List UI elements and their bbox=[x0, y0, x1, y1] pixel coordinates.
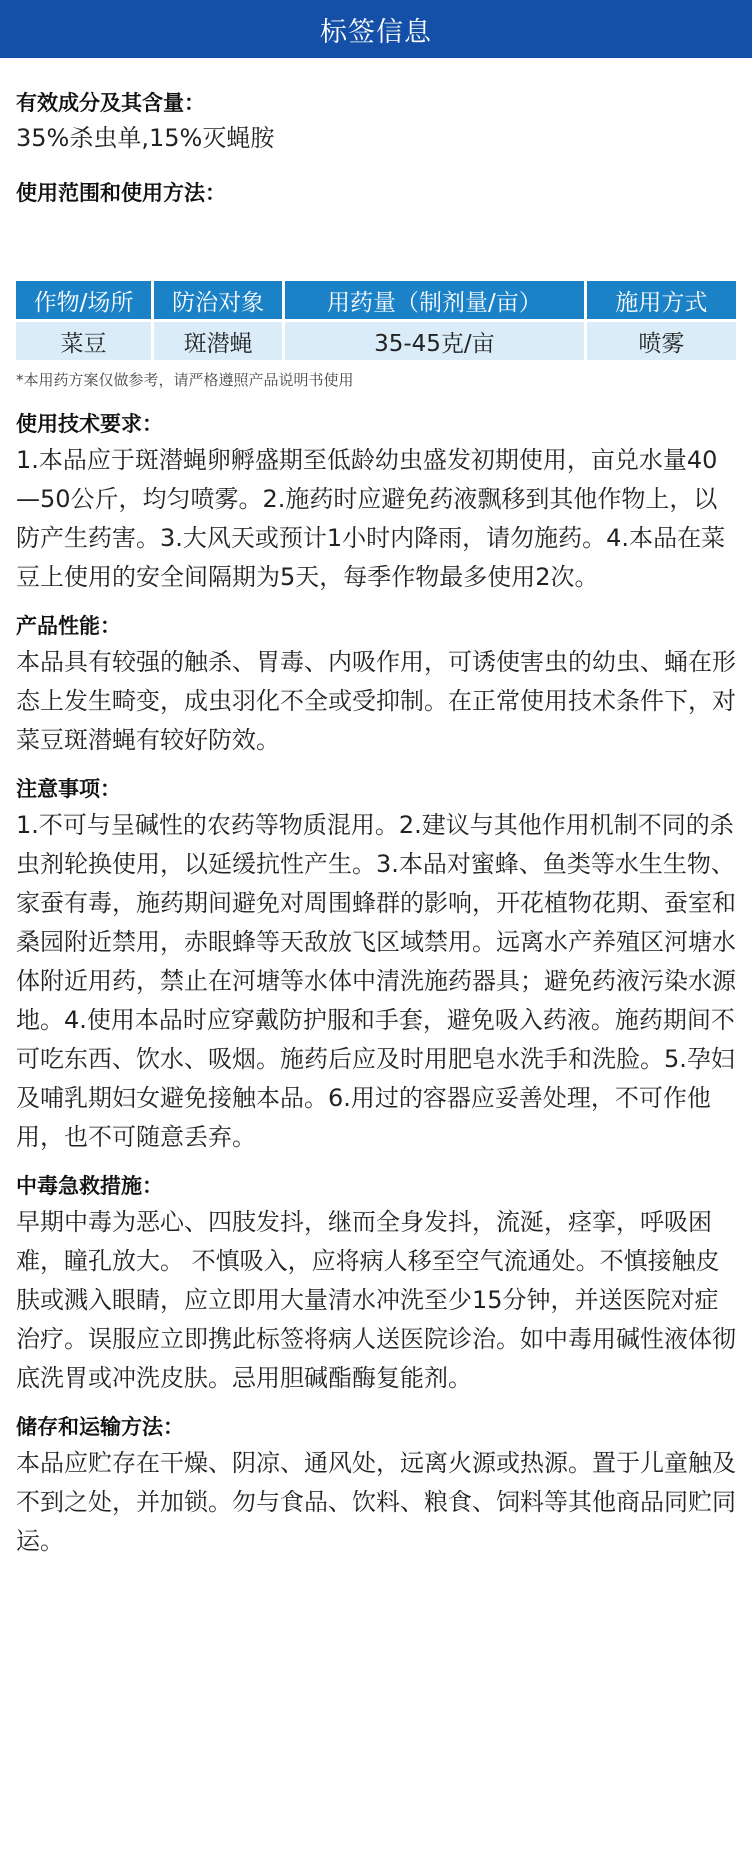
usage-note: *本用药方案仅做参考，请严格遵照产品说明书使用 bbox=[16, 371, 354, 389]
section-precautions bbox=[16, 774, 736, 1157]
column-header: 防治对象 bbox=[154, 281, 282, 319]
section-title: 使用范围和使用方法： bbox=[16, 181, 226, 205]
section-tech-requirements bbox=[16, 409, 736, 597]
section-title: 中毒急救措施： bbox=[16, 1174, 163, 1198]
section-title: 产品性能： bbox=[16, 614, 121, 638]
table-cell: 35-45克/亩 bbox=[285, 322, 584, 360]
column-header: 用药量（制剂量/亩） bbox=[285, 281, 584, 319]
usage-table bbox=[13, 278, 739, 363]
section-body: 1.不可与呈碱性的农药等物质混用。2.建议与其他作用机制不同的杀虫剂轮换使用，以延缓抗性产生。3.本品对蜜蜂、鱼类等水生生物、家蚕有毒，施药期间避免对周围蜂群的影响，开花植物花期、蚕室和桑园附近禁用，赤眼蜂等天敌放飞区域禁用。远离水产养殖区河塘水体附近用药，禁止在河塘等水体中清洗施药器具；避免药液污染水源地。4.使用本品时应穿戴防护服和手套，避免吸入药液。施药期间不可吃东西、饮水、吸烟。施药后应及时用肥皂水洗手和洗脸。5.孕妇及哺乳期妇女避免接触本品。6.用过的容器应妥善处理，不可作他用，也不可随意丢弃。 bbox=[16, 811, 736, 1151]
table-row bbox=[16, 322, 736, 360]
table-cell: 菜豆 bbox=[16, 322, 151, 360]
section-title: 使用技术要求： bbox=[16, 412, 163, 436]
section-body: 本品具有较强的触杀、胃毒、内吸作用，可诱使害虫的幼虫、蛹在形态上发生畸变，成虫羽化不全或受抑制。在正常使用技术条件下，对菜豆斑潜蝇有较好防效。 bbox=[16, 648, 736, 754]
section-first-aid bbox=[16, 1171, 736, 1398]
section-usage bbox=[16, 178, 736, 391]
column-header: 施用方式 bbox=[587, 281, 736, 319]
section-body: 1.本品应于斑潜蝇卵孵盛期至低龄幼虫盛发初期使用，亩兑水量40—50公斤，均匀喷雾。2.施药时应避免药液飘移到其他作物上，以防产生药害。3.大风天或预计1小时内降雨，请勿施药。4.本品在菜豆上使用的安全间隔期为5天，每季作物最多使用2次。 bbox=[16, 446, 726, 591]
section-title: 注意事项： bbox=[16, 777, 121, 801]
column-header: 作物/场所 bbox=[16, 281, 151, 319]
table-header-row bbox=[16, 281, 736, 319]
section-title: 有效成分及其含量： bbox=[16, 91, 205, 115]
table-cell: 斑潜蝇 bbox=[154, 322, 282, 360]
section-ingredients bbox=[16, 88, 736, 156]
ingredients-value: 35%杀虫单,15%灭蝇胺 bbox=[16, 124, 275, 152]
section-performance bbox=[16, 611, 736, 760]
section-storage bbox=[16, 1412, 736, 1561]
label-content bbox=[0, 88, 752, 1561]
page-header bbox=[0, 0, 752, 58]
section-title: 储存和运输方法： bbox=[16, 1415, 184, 1439]
section-body: 早期中毒为恶心、四肢发抖，继而全身发抖，流涎，痉挛，呼吸困难，瞳孔放大。 不慎吸入，应将病人移至空气流通处。不慎接触皮肤或溅入眼睛，应立即用大量清水冲洗至少15分钟，并送医院对症治疗。误服应立即携此标签将病人送医院诊治。如中毒用碱性液体彻底洗胃或冲洗皮肤。忌用胆碱酯酶复能剂。 bbox=[16, 1208, 736, 1392]
table-cell: 喷雾 bbox=[587, 322, 736, 360]
section-body: 本品应贮存在干燥、阴凉、通风处，远离火源或热源。置于儿童触及不到之处，并加锁。勿与食品、饮料、粮食、饲料等其他商品同贮同运。 bbox=[16, 1449, 736, 1555]
page-title: 标签信息 bbox=[320, 16, 432, 48]
